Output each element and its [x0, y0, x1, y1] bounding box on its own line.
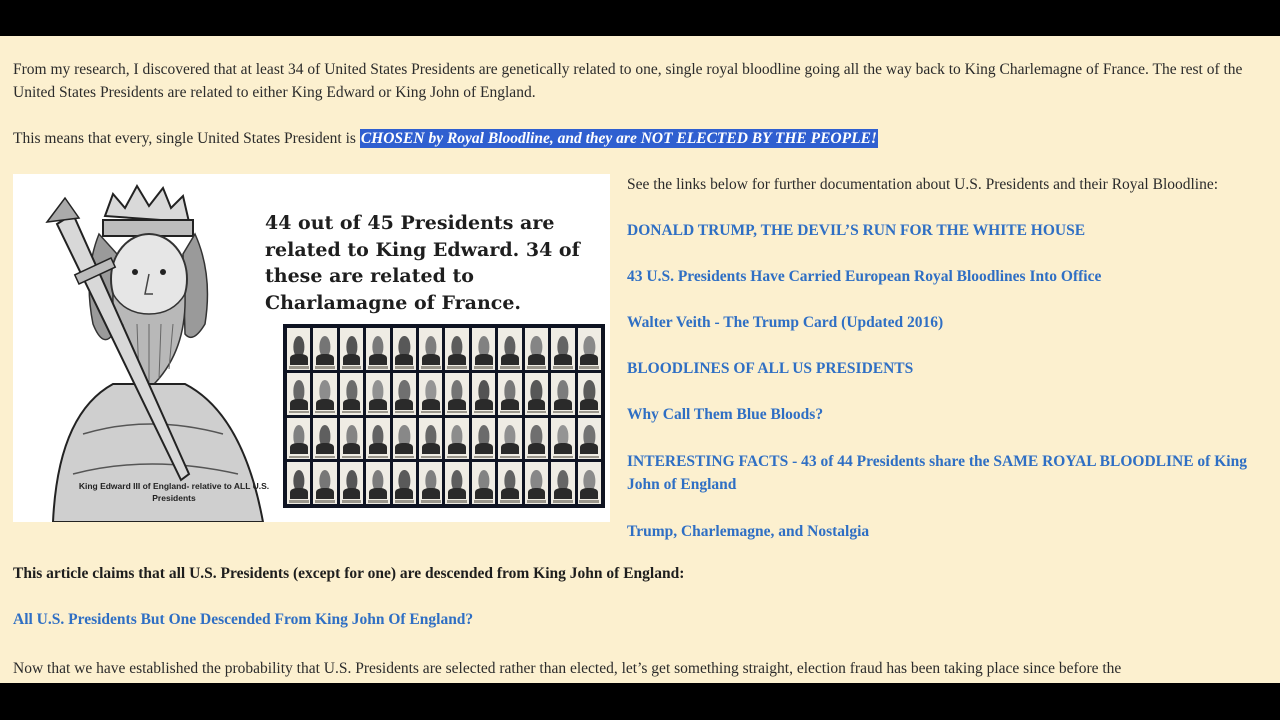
- link-charlemagne-nostalgia[interactable]: Trump, Charlemagne, and Nostalgia: [627, 523, 870, 540]
- president-portrait: [287, 462, 310, 504]
- president-portrait: [366, 328, 389, 370]
- president-portrait: [498, 418, 521, 460]
- president-portrait: [393, 373, 416, 415]
- president-portrait: [498, 462, 521, 504]
- president-portrait: [393, 418, 416, 460]
- link-interesting-facts[interactable]: INTERESTING FACTS - 43 of 44 Presidents share the SAME ROYAL BLOODLINE of King John of England: [627, 453, 1247, 493]
- president-portrait: [393, 328, 416, 370]
- presidents-portrait-grid: [283, 324, 605, 508]
- infographic-caption: King Edward III of England- relative to ALL U.S. Presidents: [78, 481, 270, 503]
- president-portrait: [445, 462, 468, 504]
- president-portrait: [578, 373, 601, 415]
- link-king-john[interactable]: All U.S. Presidents But One Descended From King John Of England?: [13, 611, 474, 628]
- president-portrait: [525, 418, 548, 460]
- president-portrait: [525, 462, 548, 504]
- presidents-infographic: [13, 174, 610, 522]
- highlighted-selection[interactable]: CHOSEN by Royal Bloodline, and they are NOT ELECTED BY THE PEOPLE!: [360, 130, 877, 147]
- president-portrait: [419, 373, 442, 415]
- president-portrait: [340, 462, 363, 504]
- president-portrait: [366, 373, 389, 415]
- president-portrait: [525, 328, 548, 370]
- link-blue-bloods[interactable]: Why Call Them Blue Bloods?: [627, 406, 824, 423]
- president-portrait: [313, 373, 336, 415]
- president-portrait: [445, 418, 468, 460]
- president-portrait: [472, 373, 495, 415]
- claim-paragraph: [13, 127, 878, 150]
- president-portrait: [445, 328, 468, 370]
- president-portrait: [525, 373, 548, 415]
- president-portrait: [551, 373, 574, 415]
- president-portrait: [419, 328, 442, 370]
- president-portrait: [340, 328, 363, 370]
- article-page: [0, 36, 1280, 683]
- president-portrait: [340, 418, 363, 460]
- closing-paragraph: Now that we have established the probability that U.S. Presidents are selected rather than elected, let’s get something straight, election fraud has been taking place since before the: [13, 660, 1122, 677]
- claim-statement: This article claims that all U.S. Presidents (except for one) are descended from King John of England:: [13, 565, 685, 582]
- president-portrait: [578, 418, 601, 460]
- president-portrait: [419, 462, 442, 504]
- president-portrait: [313, 328, 336, 370]
- links-intro: See the links below for further documentation about U.S. Presidents and their Royal Bloodline:: [627, 176, 1219, 193]
- president-portrait: [366, 418, 389, 460]
- president-portrait: [445, 373, 468, 415]
- president-portrait: [551, 418, 574, 460]
- president-portrait: [287, 418, 310, 460]
- link-43-presidents[interactable]: 43 U.S. Presidents Have Carried European Royal Bloodlines Into Office: [627, 268, 1102, 285]
- link-walter-veith[interactable]: Walter Veith - The Trump Card (Updated 2016): [627, 314, 944, 331]
- claim-lead-text: This means that every, single United States President is: [13, 130, 360, 147]
- president-portrait: [578, 328, 601, 370]
- president-portrait: [472, 462, 495, 504]
- president-portrait: [578, 462, 601, 504]
- president-portrait: [287, 328, 310, 370]
- president-portrait: [313, 462, 336, 504]
- president-portrait: [393, 462, 416, 504]
- king-edward-engraving: [13, 174, 283, 522]
- president-portrait: [340, 373, 363, 415]
- president-portrait: [551, 328, 574, 370]
- president-portrait: [366, 462, 389, 504]
- president-portrait: [419, 418, 442, 460]
- link-bloodlines[interactable]: BLOODLINES OF ALL US PRESIDENTS: [627, 360, 914, 377]
- president-portrait: [472, 418, 495, 460]
- president-portrait: [498, 373, 521, 415]
- infographic-heading: 44 out of 45 Presidents are related to King Edward. 34 of these are related to Charlamagne of France.: [265, 212, 580, 314]
- president-portrait: [313, 418, 336, 460]
- president-portrait: [472, 328, 495, 370]
- president-portrait: [287, 373, 310, 415]
- intro-paragraph: From my research, I discovered that at least 34 of United States Presidents are genetically related to one, single royal bloodline going all the way back to King Charlemagne of France. The rest of the United States Presidents are related to either King Edward or King John of England.: [13, 61, 1243, 101]
- president-portrait: [498, 328, 521, 370]
- link-trump-devil[interactable]: DONALD TRUMP, THE DEVIL’S RUN FOR THE WHITE HOUSE: [627, 222, 1086, 239]
- president-portrait: [551, 462, 574, 504]
